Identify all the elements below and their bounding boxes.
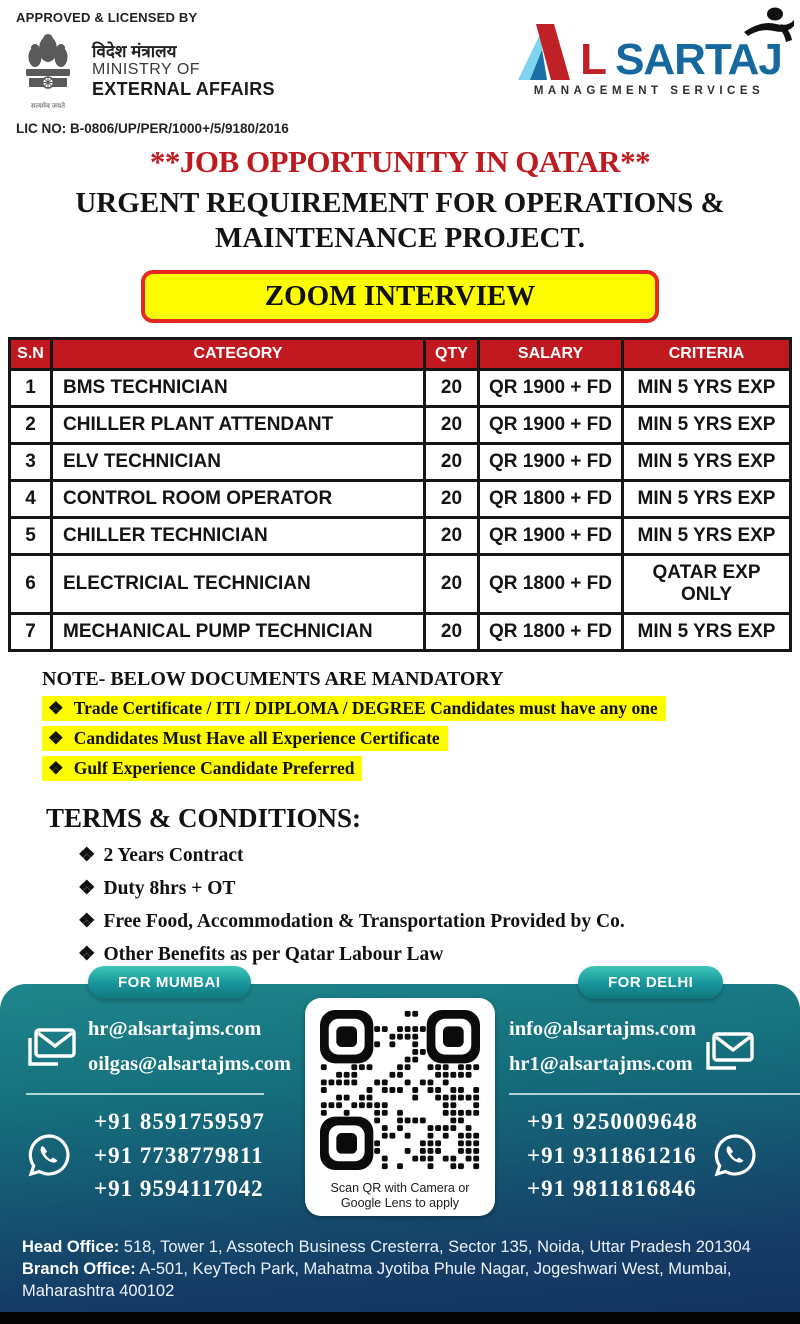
divider bbox=[509, 1093, 800, 1095]
cell-category: ELV TECHNICIAN bbox=[52, 443, 425, 480]
col-header-criteria: CRITERIA bbox=[623, 338, 791, 369]
terms-section bbox=[46, 803, 800, 966]
term-item-text: Other Benefits as per Qatar Labour Law bbox=[103, 943, 444, 965]
phone-number[interactable]: +91 9250009648 bbox=[527, 1109, 698, 1135]
cell-salary: QR 1900 + FD bbox=[479, 443, 623, 480]
cell-category: ELECTRICIAL TECHNICIAN bbox=[52, 554, 425, 613]
subtitle: URGENT REQUIREMENT FOR OPERATIONS & MAINTENANCE PROJECT. bbox=[75, 187, 725, 254]
email-link[interactable]: info@alsartajms.com bbox=[509, 1017, 697, 1040]
ministry-line1: MINISTRY OF bbox=[92, 61, 201, 79]
note-item-text: Gulf Experience Candidate Preferred bbox=[73, 757, 355, 778]
term-item bbox=[78, 876, 800, 900]
qr-caption-line2: Google Lens to apply bbox=[340, 1196, 460, 1211]
email-link[interactable]: hr1@alsartajms.com bbox=[509, 1053, 693, 1076]
national-emblem-icon bbox=[22, 31, 74, 99]
zoom-interview-banner: ZOOM INTERVIEW bbox=[141, 270, 660, 323]
term-item-text: Duty 8hrs + OT bbox=[103, 877, 236, 899]
qr-code[interactable] bbox=[320, 1010, 480, 1170]
logo-letter-l: L bbox=[580, 35, 608, 85]
company-logo bbox=[514, 10, 784, 136]
phone-number[interactable]: +91 8591759597 bbox=[94, 1109, 265, 1135]
cell-qty: 20 bbox=[425, 480, 479, 517]
terms-title: TERMS & CONDITIONS: bbox=[46, 802, 362, 833]
mail-icon bbox=[704, 1028, 756, 1074]
logo-name: SARTAJ bbox=[615, 35, 782, 85]
diamond-bullet-icon: ❖ bbox=[48, 757, 64, 778]
qr-card bbox=[305, 998, 495, 1216]
phone-number[interactable]: +91 9311861216 bbox=[527, 1142, 697, 1168]
note-section bbox=[42, 668, 800, 781]
phone-number[interactable]: +91 7738779811 bbox=[94, 1142, 264, 1168]
logo-subtitle: MANAGEMENT SERVICES bbox=[533, 85, 765, 97]
cell-sn: 4 bbox=[10, 480, 52, 517]
phone-number[interactable]: +91 9811816846 bbox=[527, 1176, 697, 1202]
contact-panel bbox=[0, 984, 800, 1324]
cell-salary: QR 1900 + FD bbox=[479, 517, 623, 554]
divider bbox=[26, 1093, 264, 1095]
note-item-text: Candidates Must Have all Experience Certificate bbox=[73, 727, 440, 748]
table-row bbox=[10, 480, 791, 517]
term-item-text: Free Food, Accommodation & Transportation Provided by Co. bbox=[103, 910, 625, 932]
branch-office-line bbox=[22, 1258, 782, 1303]
term-item bbox=[78, 942, 800, 966]
table-row bbox=[10, 443, 791, 480]
cell-sn: 7 bbox=[10, 613, 52, 650]
table-row bbox=[10, 554, 791, 613]
note-item bbox=[42, 726, 800, 751]
cell-criteria: MIN 5 YRS EXP bbox=[623, 480, 791, 517]
cell-criteria: QATAR EXP ONLY bbox=[623, 554, 791, 613]
table-row bbox=[10, 369, 791, 406]
diamond-bullet-icon: ❖ bbox=[48, 697, 64, 718]
cell-salary: QR 1900 + FD bbox=[479, 406, 623, 443]
diamond-bullet-icon: ❖ bbox=[78, 910, 96, 932]
vacancy-table bbox=[8, 337, 792, 652]
emblem-motto: सत्यमेव जयते bbox=[30, 103, 66, 110]
ministry-hindi: विदेश मंत्रालय bbox=[92, 42, 177, 62]
cell-criteria: MIN 5 YRS EXP bbox=[623, 613, 791, 650]
head-office-line bbox=[22, 1236, 782, 1258]
note-item bbox=[42, 756, 800, 781]
cell-criteria: MIN 5 YRS EXP bbox=[623, 517, 791, 554]
cell-sn: 5 bbox=[10, 517, 52, 554]
term-item bbox=[78, 909, 800, 933]
term-item-text: 2 Years Contract bbox=[103, 844, 244, 866]
for-delhi-badge: FOR DELHI bbox=[578, 966, 723, 999]
note-item-text: Trade Certificate / ITI / DIPLOMA / DEGREE Candidates must have any one bbox=[73, 697, 658, 718]
cell-salary: QR 1900 + FD bbox=[479, 369, 623, 406]
main-title: **JOB OPPORTUNITY IN QATAR** bbox=[149, 144, 651, 179]
diamond-bullet-icon: ❖ bbox=[78, 877, 96, 899]
qr-caption-line1: Scan QR with Camera or bbox=[330, 1180, 470, 1195]
cell-category: CHILLER PLANT ATTENDANT bbox=[52, 406, 425, 443]
logo-person-icon bbox=[742, 6, 796, 44]
col-header-qty: QTY bbox=[425, 338, 479, 369]
cell-qty: 20 bbox=[425, 369, 479, 406]
cell-salary: QR 1800 + FD bbox=[479, 480, 623, 517]
email-link[interactable]: hr@alsartajms.com bbox=[88, 1017, 262, 1040]
head-office-text: 518, Tower 1, Assotech Business Cresterra, Sector 135, Noida, Uttar Pradesh 201304 bbox=[119, 1237, 751, 1256]
note-item bbox=[42, 696, 800, 721]
branch-office-text: A-501, KeyTech Park, Mahatma Jyotiba Phule Nagar, Jogeshwari West, Mumbai, Maharashtra 400102 bbox=[22, 1259, 732, 1301]
header bbox=[0, 0, 800, 136]
col-header-category: CATEGORY bbox=[52, 338, 425, 369]
term-item bbox=[78, 843, 800, 867]
cell-salary: QR 1800 + FD bbox=[479, 613, 623, 650]
office-addresses bbox=[0, 1220, 800, 1313]
cell-category: CHILLER TECHNICIAN bbox=[52, 517, 425, 554]
col-header-sn: S.N bbox=[10, 338, 52, 369]
cell-sn: 3 bbox=[10, 443, 52, 480]
table-row bbox=[10, 406, 791, 443]
cell-qty: 20 bbox=[425, 443, 479, 480]
table-header-row bbox=[10, 338, 791, 369]
diamond-bullet-icon: ❖ bbox=[78, 943, 96, 965]
for-mumbai-badge: FOR MUMBAI bbox=[88, 966, 251, 999]
email-link[interactable]: oilgas@alsartajms.com bbox=[88, 1053, 291, 1076]
table-row bbox=[10, 613, 791, 650]
cell-category: CONTROL ROOM OPERATOR bbox=[52, 480, 425, 517]
whatsapp-icon bbox=[712, 1132, 758, 1178]
approved-licensed-label: APPROVED & LICENSED BY bbox=[16, 10, 198, 25]
cell-criteria: MIN 5 YRS EXP bbox=[623, 406, 791, 443]
col-header-salary: SALARY bbox=[479, 338, 623, 369]
footer bbox=[0, 966, 800, 1324]
cell-qty: 20 bbox=[425, 406, 479, 443]
cell-category: MECHANICAL PUMP TECHNICIAN bbox=[52, 613, 425, 650]
note-title: NOTE- BELOW DOCUMENTS ARE MANDATORY bbox=[42, 667, 504, 690]
cell-sn: 1 bbox=[10, 369, 52, 406]
bottom-border bbox=[0, 1312, 800, 1324]
cell-sn: 2 bbox=[10, 406, 52, 443]
cell-criteria: MIN 5 YRS EXP bbox=[623, 443, 791, 480]
cell-qty: 20 bbox=[425, 517, 479, 554]
head-office-label: Head Office: bbox=[22, 1237, 120, 1256]
table-row bbox=[10, 517, 791, 554]
delhi-contact-block bbox=[495, 1012, 800, 1216]
branch-office-label: Branch Office: bbox=[22, 1259, 136, 1278]
cell-qty: 20 bbox=[425, 554, 479, 613]
cell-sn: 6 bbox=[10, 554, 52, 613]
ministry-line2: EXTERNAL AFFAIRS bbox=[92, 79, 275, 100]
diamond-bullet-icon: ❖ bbox=[78, 844, 96, 866]
phone-number[interactable]: +91 9594117042 bbox=[94, 1176, 264, 1202]
cell-qty: 20 bbox=[425, 613, 479, 650]
whatsapp-icon bbox=[26, 1132, 72, 1178]
mumbai-contact-block bbox=[0, 1012, 305, 1216]
diamond-bullet-icon: ❖ bbox=[48, 727, 64, 748]
mail-icon bbox=[26, 1024, 78, 1070]
cell-salary: QR 1800 + FD bbox=[479, 554, 623, 613]
cell-category: BMS TECHNICIAN bbox=[52, 369, 425, 406]
cell-criteria: MIN 5 YRS EXP bbox=[623, 369, 791, 406]
government-approval-block bbox=[16, 10, 436, 136]
license-number: LIC NO: B-0806/UP/PER/1000+/5/9180/2016 bbox=[16, 121, 289, 136]
logo-a-icon bbox=[516, 22, 578, 80]
